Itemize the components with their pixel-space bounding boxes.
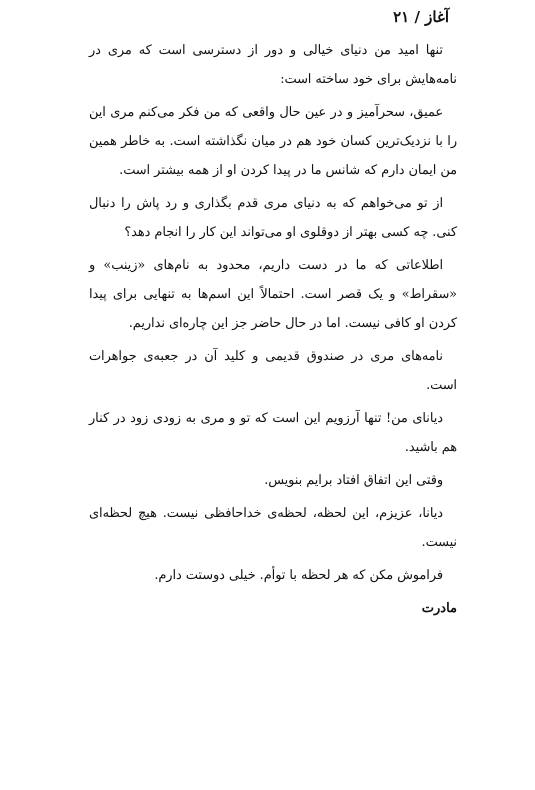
letter-body [89,36,457,623]
paragraph-4: اطلاعاتی که ما در دست داریم، محدود به نام‌های «زینب» و «سقراط» و یک قصر است. احتمالاً این اسم‌ها به تنهایی برای پیدا کردن او کافی نیست. اما در حال حاضر جز این چاره‌ای نداریم. [89,258,457,331]
paragraph-8: دیانا، عزیزم، این لحظه، لحظه‌ی خداحافظی نیست. هیچ لحظه‌ای نیست. [89,506,457,550]
paragraph-7: وقتی این اتفاق افتاد برایم بنویس. [264,473,443,488]
paragraph-9: فراموش مکن که هر لحظه با توأم. خیلی دوستت دارم. [154,568,443,583]
paragraph-2: عمیق، سحرآمیز و در عین حال واقعی که من فکر می‌کنم مری این را با نزدیک‌ترین کسان خود هم در میان نگذاشته است. به خاطر همین من ایمان دارم که شانس ما در پیدا کردن او از همه بیشتر است. [89,105,457,178]
paragraph-5: نامه‌های مری در صندوق قدیمی و کلید آن در جعبه‌ی جواهرات است. [89,349,457,393]
page-header: آغاز / ۲۱ [393,8,449,26]
paragraph-3: از تو می‌خواهم که به دنیای مری قدم بگذاری و رد پاش را دنبال کنی. چه کسی بهتر از دوقلوی او می‌تواند این کار را انجام دهد؟ [89,196,457,240]
paragraph-1: تنها امید من دنیای خیالی و دور از دسترسی است که مری در نامه‌هایش برای خود ساخته است: [89,43,457,87]
paragraph-6: دیانای من! تنها آرزویم این است که تو و مری به زودی زود در کنار هم باشید. [89,411,457,455]
signature: مادرت [421,601,457,616]
